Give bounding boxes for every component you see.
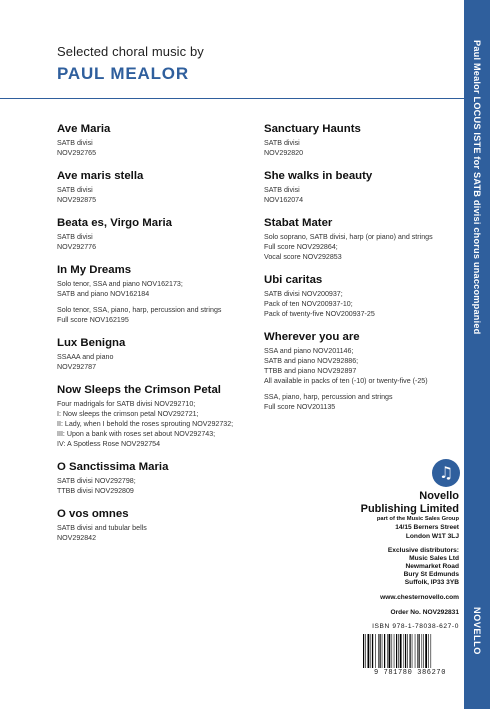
work-detail: SATB divisi NOV292798;	[57, 477, 136, 485]
work-entry	[264, 216, 454, 262]
barcode-bar	[378, 634, 379, 668]
work-detail: NOV292842	[57, 534, 97, 542]
publisher-address-city: London W1T 3LJ	[405, 533, 459, 540]
work-detail: NOV292765	[57, 149, 97, 157]
barcode-bar	[371, 634, 372, 668]
work-detail: IV: A Spotless Rose NOV292754	[57, 440, 161, 448]
barcode-bar	[407, 634, 408, 668]
publisher-address-street: 14/15 Berners Street	[395, 524, 459, 531]
work-detail: Four madrigals for SATB divisi NOV292710;	[57, 400, 196, 408]
order-number: Order No. NOV292831	[390, 609, 459, 616]
barcode-bar	[415, 634, 416, 668]
work-entry	[57, 383, 252, 449]
work-detail: NOV292875	[57, 196, 97, 204]
work-detail: SATB and piano NOV162184	[57, 290, 150, 298]
spine-band	[464, 0, 490, 709]
work-detail: Solo tenor, SSA and piano NOV162173;	[57, 280, 183, 288]
work-title: Ave maris stella	[57, 170, 144, 182]
work-detail: SATB divisi NOV200937;	[264, 290, 343, 298]
work-detail: II: Lady, when I behold the roses sprouting NOV292732;	[57, 420, 234, 428]
work-detail: Full score NOV162195	[57, 316, 129, 324]
work-entry	[57, 122, 252, 158]
work-detail: SATB divisi	[264, 186, 300, 194]
work-entry	[264, 273, 454, 319]
work-entry	[57, 460, 252, 496]
work-title: Stabat Mater	[264, 217, 333, 229]
publisher-name-line1: Novello	[419, 490, 459, 502]
logo-glyph: ♫	[438, 463, 454, 482]
works-column-right	[264, 122, 454, 423]
work-title: O vos omnes	[57, 508, 129, 520]
work-entry	[264, 330, 454, 412]
work-detail: NOV292820	[264, 149, 304, 157]
work-detail: Pack of ten NOV200937-10;	[264, 300, 353, 308]
work-detail: Solo soprano, SATB divisi, harp (or piano) and strings	[264, 233, 433, 241]
barcode-bar	[422, 634, 423, 668]
distributor-town: Bury St Edmunds	[403, 571, 459, 578]
work-detail: III: Upon a bank with roses set about NOV292743;	[57, 430, 216, 438]
work-detail: TTBB and piano NOV292897	[264, 367, 357, 375]
work-entry	[57, 216, 252, 252]
work-entry	[57, 169, 252, 205]
barcode-bar	[363, 634, 364, 668]
work-title: She walks in beauty	[264, 170, 373, 182]
barcode-bar	[428, 634, 429, 668]
work-detail: SSA and piano NOV201146;	[264, 347, 354, 355]
barcode-bar	[417, 634, 418, 668]
distributor-county: Suffolk, IP33 3YB	[404, 579, 459, 586]
work-detail: TTBB divisi NOV292809	[57, 487, 134, 495]
work-detail: Vocal score NOV292853	[264, 253, 342, 261]
work-detail: Full score NOV292864;	[264, 243, 338, 251]
work-detail: I: Now sleeps the crimson petal NOV292721;	[57, 410, 199, 418]
work-title: Ubi caritas	[264, 274, 323, 286]
barcode-bar	[375, 634, 376, 668]
work-entry	[264, 169, 454, 205]
distributor-road: Newmarket Road	[405, 563, 459, 570]
barcode-bar	[419, 634, 420, 668]
work-title: Beata es, Virgo Maria	[57, 217, 173, 229]
barcode-bar	[425, 634, 427, 668]
work-title: Ave Maria	[57, 123, 111, 135]
barcode-bar	[392, 634, 393, 668]
work-title: Lux Benigna	[57, 337, 126, 349]
barcode-bar	[412, 634, 413, 668]
work-title: Wherever you are	[264, 331, 360, 343]
isbn-number: ISBN 978-1-78038-627-0	[372, 623, 459, 630]
work-entry	[57, 336, 252, 372]
barcode-bar	[396, 634, 397, 668]
barcode-bar	[394, 634, 395, 668]
work-detail: SATB divisi and tubular bells	[57, 524, 147, 532]
work-detail: Full score NOV201135	[264, 403, 336, 411]
work-detail: NOV162074	[264, 196, 304, 204]
barcode-bar	[389, 634, 391, 668]
barcode-bar	[431, 634, 432, 668]
spine-title: Paul Mealor LOCUS ISTE for SATB divisi chorus unaccompanied	[472, 40, 482, 335]
publisher-name-line2: Publishing Limited	[360, 503, 459, 515]
work-detail: NOV292787	[57, 363, 97, 371]
work-detail: SATB divisi	[57, 186, 93, 194]
work-detail: SATB divisi	[57, 233, 93, 241]
barcode-bar	[398, 634, 399, 668]
header-divider	[0, 98, 464, 99]
work-title: Now Sleeps the Crimson Petal	[57, 384, 221, 396]
barcode-bar	[372, 634, 373, 668]
spine-publisher: NOVELLO	[472, 607, 482, 655]
distributors-label: Exclusive distributors:	[387, 547, 459, 554]
barcode-bar	[382, 634, 383, 668]
work-title: Sanctuary Haunts	[264, 123, 361, 135]
distributor-name: Music Sales Ltd	[409, 555, 459, 562]
barcode-bar	[423, 634, 424, 668]
barcode-bar	[400, 634, 402, 668]
composer-name: PAUL MEALOR	[57, 64, 189, 83]
barcode-bar	[405, 634, 406, 668]
work-detail: SATB divisi	[264, 139, 300, 147]
barcode-bar	[365, 634, 366, 668]
work-detail: Pack of twenty-five NOV200937-25	[264, 310, 375, 318]
publisher-group: part of the Music Sales Group	[376, 516, 459, 522]
work-detail: SSA, piano, harp, percussion and strings	[264, 393, 393, 401]
website-link[interactable]: www.chesternovello.com	[380, 594, 459, 601]
barcode-digits: 9 781780 386270	[373, 669, 446, 677]
barcode-bar	[384, 634, 385, 668]
work-detail: SATB divisi	[57, 139, 93, 147]
novello-logo-icon	[432, 459, 460, 487]
work-entry	[57, 507, 252, 543]
barcode-bar	[404, 634, 405, 668]
work-entry	[264, 122, 454, 158]
barcode	[362, 634, 458, 668]
work-detail: SSAAA and piano	[57, 353, 114, 361]
work-detail: NOV292776	[57, 243, 97, 251]
work-detail: SATB and piano NOV292886;	[264, 357, 359, 365]
work-title: O Sanctissima Maria	[57, 461, 169, 473]
work-title: In My Dreams	[57, 264, 132, 276]
works-column-left	[57, 122, 252, 554]
work-entry	[57, 263, 252, 325]
header-intro: Selected choral music by	[57, 44, 204, 59]
barcode-bar	[410, 634, 411, 668]
barcode-bar	[387, 634, 388, 668]
barcode-bar	[380, 634, 381, 668]
barcode-bar	[368, 634, 370, 668]
work-detail: All available in packs of ten (-10) or twenty-five (-25)	[264, 377, 428, 385]
work-detail: Solo tenor, SSA, piano, harp, percussion and strings	[57, 306, 222, 314]
